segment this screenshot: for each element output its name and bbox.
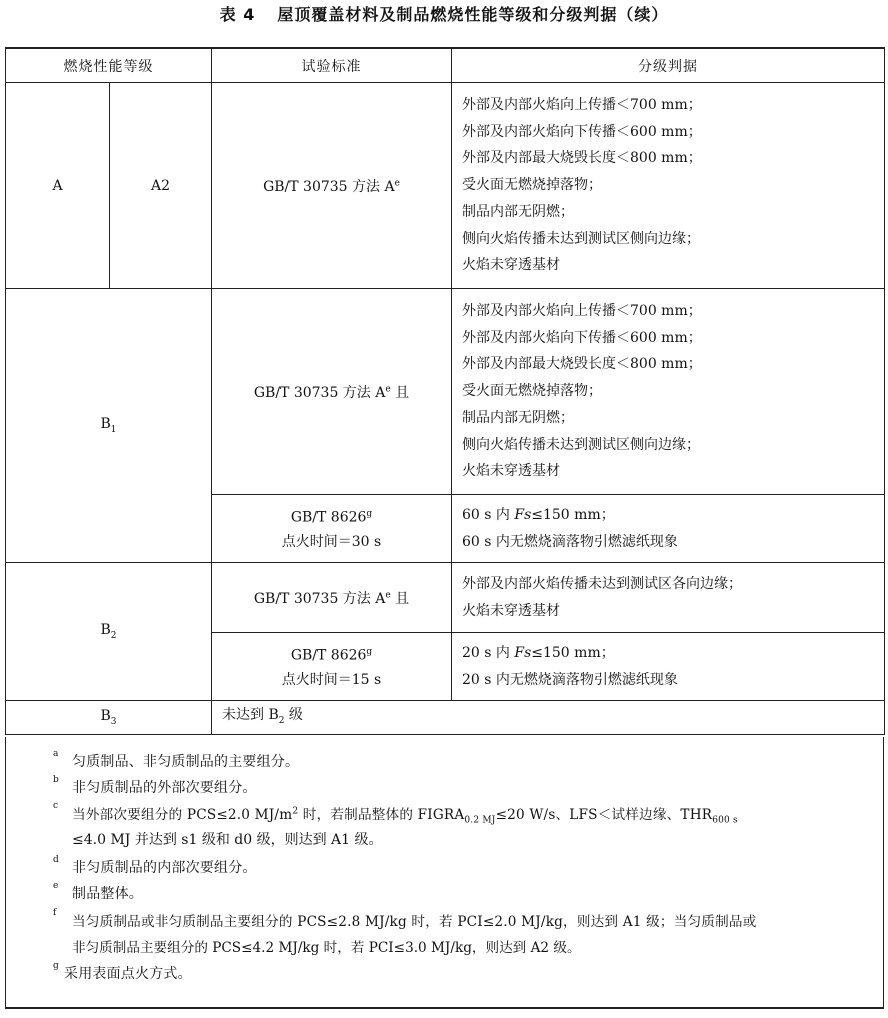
standard-text: GB/T 30735 方法 A <box>253 590 386 607</box>
criteria-subscript: 2 <box>278 715 285 726</box>
ignition-time: 点火时间＝15 s <box>281 672 382 689</box>
standard-text: GB/T 30735 方法 A <box>253 384 386 401</box>
standard-line <box>212 502 451 531</box>
footnote-text-part: 时，若制品整体的 FIGRA <box>298 807 465 823</box>
footnote-text: 制品整体。 <box>72 886 143 902</box>
criteria-line: 制品内部无阴燃； <box>462 203 574 220</box>
footnote-mark: g <box>366 646 373 657</box>
criteria-line: 20 s 内无燃烧滴落物引燃滤纸现象 <box>462 671 678 688</box>
standard-b2-8626 <box>212 633 452 701</box>
criteria-line: 制品内部无阴燃； <box>462 409 574 426</box>
footnote-mark: g <box>366 508 373 519</box>
footnote-mark: e <box>53 881 59 891</box>
criteria-line: 侧向火焰传播未达到测试区侧向边缘； <box>462 230 700 247</box>
table-caption: 屋顶覆盖材料及制品燃烧性能等级和分级判据（续） <box>277 5 669 24</box>
table-number: 表 4 <box>219 5 256 24</box>
level-a: A <box>6 83 110 289</box>
level-subscript: 3 <box>110 716 117 727</box>
level-subscript: 1 <box>110 424 117 435</box>
footnote-mark: e <box>394 177 400 188</box>
criteria-line: 外部及内部最大烧毁长度＜800 mm； <box>462 356 702 373</box>
classification-table <box>5 47 885 735</box>
criteria-symbol: Fs <box>514 644 532 661</box>
level-subscript: 2 <box>110 630 117 641</box>
ignition-time: 点火时间＝30 s <box>281 534 382 551</box>
header-level: 燃烧性能等级 <box>6 48 212 83</box>
criteria-text: 60 s 内 <box>462 506 515 523</box>
footnote-text: ≤4.0 MJ 并达到 s1 级和 d0 级，则达到 A1 级。 <box>72 832 383 848</box>
criteria-line <box>462 640 884 667</box>
footnote-mark: b <box>53 775 59 785</box>
criteria-line: 火焰未穿透基材 <box>462 463 560 480</box>
criteria-line: 外部及内部火焰传播未达到测试区各向边缘； <box>462 575 742 592</box>
footnote-text: 匀质制品、非匀质制品的主要组分。 <box>72 754 300 770</box>
criteria-line: 受火面无燃烧掉落物； <box>462 383 602 400</box>
subscript: 600 s <box>712 815 738 826</box>
footnote-mark: a <box>53 749 59 759</box>
table-header-row <box>6 48 885 83</box>
criteria-text: ≤150 mm； <box>531 506 615 523</box>
table-title <box>0 2 888 25</box>
level-b2 <box>6 563 212 701</box>
criteria-b2-8626 <box>452 633 885 701</box>
criteria-b3 <box>212 701 885 735</box>
footnote-mark: d <box>53 855 59 865</box>
criteria-line: 火焰未穿透基材 <box>462 602 560 619</box>
level-text: B <box>100 708 111 725</box>
standard-text: GB/T 8626 <box>290 647 367 664</box>
superscript: 2 <box>292 806 299 817</box>
criteria-line: 外部及内部最大烧毁长度＜800 mm； <box>462 150 702 167</box>
criteria-line: 受火面无燃烧掉落物； <box>462 177 602 194</box>
standard-text: GB/T 8626 <box>290 509 367 526</box>
criteria-line: 60 s 内无燃烧滴落物引燃滤纸现象 <box>462 533 678 550</box>
criteria-line: 外部及内部火焰向下传播＜600 mm； <box>462 123 702 140</box>
standard-b2-30735 <box>212 563 452 633</box>
standard-text: GB/T 30735 方法 A <box>263 178 395 195</box>
footnote-text-part: 当外部次要组分的 PCS≤2.0 MJ/m <box>72 807 293 823</box>
footnote-text: 非匀质制品的内部次要组分。 <box>72 860 257 876</box>
footnote-text: 当匀质制品或非匀质制品主要组分的 PCS≤2.8 MJ/kg 时，若 PCI≤2.0 MJ/kg，则达到 A1 级；当匀质制品或 <box>72 914 757 930</box>
footnote-mark: g <box>53 961 59 971</box>
table-row-a2 <box>6 83 885 289</box>
level-b3 <box>6 701 212 735</box>
footnote-text: 非匀质制品的外部次要组分。 <box>72 780 257 796</box>
level-text: B <box>100 416 111 433</box>
criteria-text: ≤150 mm； <box>531 644 615 661</box>
criteria-text: 20 s 内 <box>462 644 515 661</box>
footnote-text-part: ≤20 W/s、LFS＜试样边缘、THR <box>495 807 713 823</box>
footnote-mark: c <box>53 801 59 811</box>
criteria-a2 <box>452 83 885 289</box>
header-criteria: 分级判据 <box>452 48 885 83</box>
criteria-line: 外部及内部火焰向上传播＜700 mm； <box>462 97 702 114</box>
criteria-line <box>462 502 884 529</box>
criteria-line: 火焰未穿透基材 <box>462 257 560 274</box>
criteria-text: 级 <box>284 706 303 723</box>
criteria-text: 未达到 B <box>222 706 279 723</box>
table-row-b3 <box>6 701 885 735</box>
footnote-text: 非匀质制品主要组分的 PCS≤4.2 MJ/kg 时，若 PCI≤3.0 MJ/kg，则达到 A2 级。 <box>72 940 581 956</box>
standard-b1-30735 <box>212 289 452 495</box>
table-row-b1 <box>6 289 885 495</box>
level-text: B <box>100 622 111 639</box>
criteria-b1-30735 <box>452 289 885 495</box>
footnote-text: 采用表面点火方式。 <box>64 966 192 982</box>
standard-b1-8626 <box>212 495 452 563</box>
footnote-mark: e <box>385 383 391 394</box>
standard-line <box>212 640 451 669</box>
subscript: 0.2 MJ <box>464 815 496 826</box>
standard-a2 <box>212 83 452 289</box>
criteria-line: 外部及内部火焰向下传播＜600 mm； <box>462 329 702 346</box>
header-standard: 试验标准 <box>212 48 452 83</box>
criteria-line: 外部及内部火焰向上传播＜700 mm； <box>462 303 702 320</box>
criteria-b1-8626 <box>452 495 885 563</box>
footnote-mark: e <box>385 589 391 600</box>
criteria-line: 侧向火焰传播未达到测试区侧向边缘； <box>462 436 700 453</box>
criteria-symbol: Fs <box>514 506 532 523</box>
table-row-b2 <box>6 563 885 633</box>
standard-suffix: 且 <box>390 384 410 401</box>
table-footnotes <box>5 737 884 1009</box>
standard-suffix: 且 <box>390 590 410 607</box>
level-b1 <box>6 289 212 563</box>
footnote-mark: f <box>53 908 57 918</box>
criteria-b2-30735 <box>452 563 885 633</box>
level-a2: A2 <box>110 83 212 289</box>
footnote-text <box>72 803 738 826</box>
